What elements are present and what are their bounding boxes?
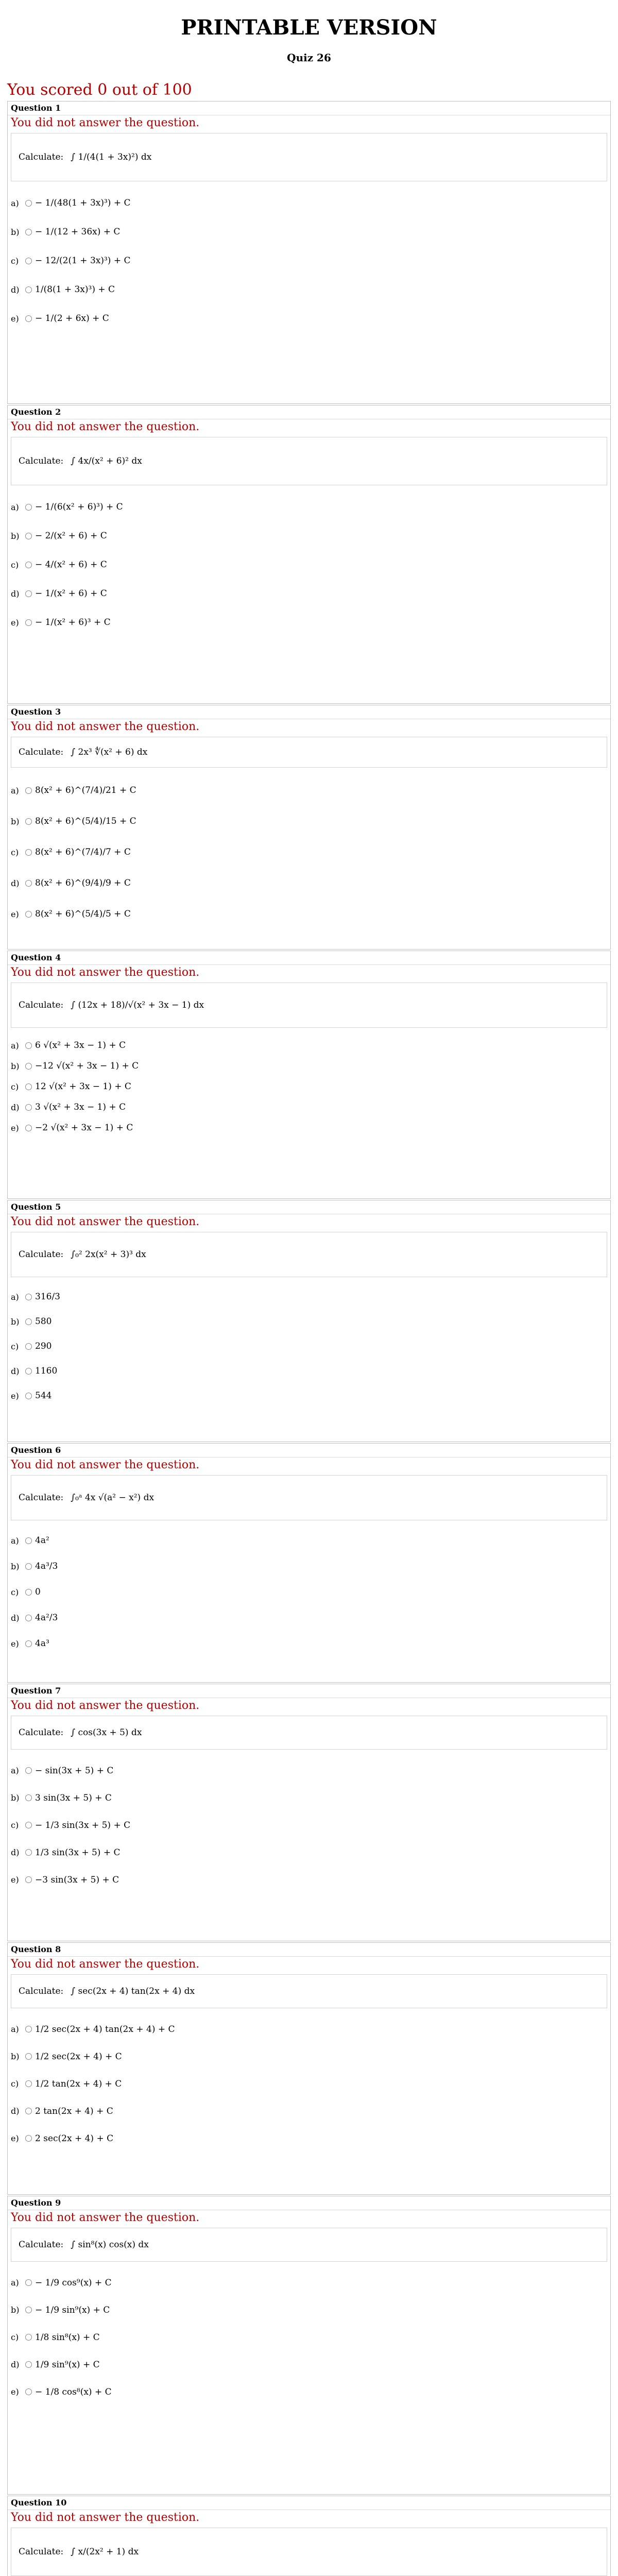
answer-options — [8, 181, 610, 333]
option-text: 4a³ — [35, 1638, 49, 1649]
question-prompt-box — [11, 1475, 607, 1520]
answer-option[interactable] — [11, 1076, 610, 1097]
question-card — [7, 1443, 611, 1683]
calculate-label: Calculate: — [19, 152, 64, 162]
question-prompt: ∫ cos(3x + 5) dx — [71, 1727, 142, 1738]
option-letter: c) — [11, 847, 19, 857]
radio-button[interactable] — [25, 1794, 32, 1801]
option-text: 1/8 sin⁸(x) + C — [35, 2332, 100, 2343]
answer-option[interactable] — [11, 1784, 610, 1811]
option-letter: d) — [11, 588, 20, 599]
option-letter: b) — [11, 227, 20, 237]
option-text: − 1/(2 + 6x) + C — [35, 313, 109, 324]
radio-button[interactable] — [25, 880, 32, 887]
option-letter: d) — [11, 1848, 20, 1857]
option-letter: c) — [11, 1081, 19, 1092]
radio-button[interactable] — [25, 2388, 32, 2395]
option-text: 4a²/3 — [35, 1613, 58, 1623]
radio-button[interactable] — [25, 2279, 32, 2286]
question-card — [7, 2196, 611, 2495]
question-status: You did not answer the question. — [11, 420, 200, 433]
radio-button[interactable] — [25, 1294, 32, 1300]
answer-option[interactable] — [11, 1866, 610, 1893]
option-letter: b) — [11, 1061, 20, 1071]
option-letter: c) — [11, 560, 19, 570]
calculate-label: Calculate: — [19, 456, 64, 466]
radio-button[interactable] — [25, 1876, 32, 1883]
radio-button[interactable] — [25, 229, 32, 235]
answer-option[interactable] — [11, 2296, 610, 2324]
option-letter: a) — [11, 1040, 19, 1050]
option-text: 1/(8(1 + 3x)³) + C — [35, 284, 115, 295]
answer-options — [8, 1028, 610, 1138]
answer-option[interactable] — [11, 275, 610, 304]
radio-button[interactable] — [25, 286, 32, 293]
radio-button[interactable] — [25, 1767, 32, 1774]
radio-button[interactable] — [25, 1063, 32, 1070]
radio-button[interactable] — [25, 258, 32, 264]
answer-option[interactable] — [11, 1309, 610, 1334]
option-text: − 1/8 cos⁸(x) + C — [35, 2386, 112, 2397]
quiz-name: Quiz 26 — [287, 52, 331, 64]
option-text: 12 √(x² + 3x − 1) + C — [35, 1081, 131, 1092]
option-letter: e) — [11, 617, 19, 628]
answer-option[interactable] — [11, 2378, 610, 2405]
option-text: 1/2 sec(2x + 4) + C — [35, 2051, 122, 2062]
radio-button[interactable] — [25, 2026, 32, 2032]
option-letter: c) — [11, 2332, 19, 2342]
answer-option[interactable] — [11, 1097, 610, 1117]
option-text: − 1/3 sin(3x + 5) + C — [35, 1820, 131, 1831]
option-text: − 1/(x² + 6)³ + C — [35, 617, 111, 628]
answer-option[interactable] — [11, 1811, 610, 1839]
answer-option[interactable] — [11, 1528, 610, 1553]
option-text: 580 — [35, 1316, 52, 1327]
question-card — [7, 1200, 611, 1442]
radio-button[interactable] — [25, 787, 32, 794]
option-text: 8(x² + 6)^(7/4)/21 + C — [35, 785, 136, 795]
answer-option[interactable] — [11, 1383, 610, 1408]
question-prompt: ∫ sec(2x + 4) tan(2x + 4) dx — [71, 1986, 195, 1996]
radio-button[interactable] — [25, 849, 32, 856]
option-text: −2 √(x² + 3x − 1) + C — [35, 1123, 133, 1133]
calculate-label: Calculate: — [19, 1727, 64, 1738]
question-label: Question 8 — [8, 1943, 610, 1957]
option-letter: d) — [11, 878, 20, 888]
option-letter: d) — [11, 1102, 20, 1112]
option-letter: c) — [11, 2079, 19, 2089]
question-prompt-box — [11, 737, 607, 768]
question-label: Question 3 — [8, 705, 610, 719]
answer-option[interactable] — [11, 806, 610, 837]
option-letter: c) — [11, 256, 19, 266]
answer-option[interactable] — [11, 1553, 610, 1579]
answer-option[interactable] — [11, 2351, 610, 2378]
question-prompt: ∫ sin⁸(x) cos(x) dx — [71, 2240, 149, 2250]
option-text: − 1/(6(x² + 6)³) + C — [35, 502, 123, 512]
answer-option[interactable] — [11, 2070, 610, 2097]
question-prompt-box — [11, 133, 607, 181]
question-status: You did not answer the question. — [11, 1459, 200, 1471]
radio-button[interactable] — [25, 1589, 32, 1596]
option-letter: a) — [11, 1535, 19, 1546]
option-letter: d) — [11, 1366, 20, 1376]
radio-button[interactable] — [25, 1615, 32, 1621]
question-label: Question 1 — [8, 101, 610, 115]
answer-option[interactable] — [11, 1284, 610, 1309]
option-text: − 1/(12 + 36x) + C — [35, 227, 121, 237]
option-letter: a) — [11, 2278, 19, 2287]
radio-button[interactable] — [25, 2053, 32, 2060]
question-status: You did not answer the question. — [11, 1958, 200, 1971]
question-prompt: ∫ 2x³ ∜(x² + 6) dx — [71, 747, 148, 757]
calculate-label: Calculate: — [19, 2547, 64, 2557]
calculate-label: Calculate: — [19, 1493, 64, 1503]
option-letter: b) — [11, 2305, 20, 2315]
option-text: 1/2 tan(2x + 4) + C — [35, 2078, 122, 2089]
answer-options — [8, 1750, 610, 1893]
answer-option[interactable] — [11, 2125, 610, 2152]
answer-options — [8, 768, 610, 929]
answer-options — [8, 485, 610, 637]
option-text: −12 √(x² + 3x − 1) + C — [35, 1061, 139, 1071]
answer-option[interactable] — [11, 899, 610, 929]
option-letter: e) — [11, 2133, 19, 2143]
option-text: 3 sin(3x + 5) + C — [35, 1792, 112, 1803]
answer-option[interactable] — [11, 1035, 610, 1056]
option-letter: e) — [11, 1875, 19, 1885]
option-letter: a) — [11, 198, 19, 208]
answer-option[interactable] — [11, 1334, 610, 1359]
question-card — [7, 101, 611, 404]
option-letter: b) — [11, 531, 20, 541]
option-text: 316/3 — [35, 1292, 60, 1302]
radio-button[interactable] — [25, 1822, 32, 1828]
answer-option[interactable] — [11, 2097, 610, 2125]
answer-option[interactable] — [11, 1579, 610, 1605]
question-card — [7, 1684, 611, 1941]
option-text: 1/3 sin(3x + 5) + C — [35, 1847, 121, 1858]
answer-option[interactable] — [11, 1056, 610, 1076]
answer-option[interactable] — [11, 217, 610, 246]
calculate-label: Calculate: — [19, 1986, 64, 1996]
option-text: 1/2 sec(2x + 4) tan(2x + 4) + C — [35, 2024, 175, 2035]
question-status: You did not answer the question. — [11, 2211, 200, 2224]
option-text: 1/9 sin⁹(x) + C — [35, 2359, 100, 2370]
radio-button[interactable] — [25, 1537, 32, 1544]
radio-button[interactable] — [25, 2108, 32, 2114]
question-prompt-box — [11, 2528, 607, 2576]
radio-button[interactable] — [25, 590, 32, 597]
question-label: Question 5 — [8, 1200, 610, 1214]
question-card — [7, 705, 611, 950]
question-prompt-box — [11, 437, 607, 485]
option-text: − 1/9 sin⁹(x) + C — [35, 2304, 110, 2315]
option-text: −3 sin(3x + 5) + C — [35, 1874, 119, 1885]
answer-option[interactable] — [11, 2015, 610, 2043]
score-text: You scored 0 out of 100 — [7, 81, 192, 99]
question-status: You did not answer the question. — [11, 1699, 200, 1712]
option-text: − 4/(x² + 6) + C — [35, 560, 107, 570]
option-letter: c) — [11, 1587, 19, 1597]
radio-button[interactable] — [25, 2361, 32, 2368]
question-prompt-box — [11, 982, 607, 1028]
question-prompt-box — [11, 1974, 607, 2008]
radio-button[interactable] — [25, 533, 32, 539]
radio-button[interactable] — [25, 504, 32, 511]
question-prompt: ∫ 4x/(x² + 6)² dx — [71, 456, 142, 466]
question-status: You did not answer the question. — [11, 720, 200, 733]
answer-options — [8, 1520, 610, 1656]
question-label: Question 2 — [8, 405, 610, 419]
option-letter: e) — [11, 1638, 19, 1649]
radio-button[interactable] — [25, 200, 32, 207]
option-letter: a) — [11, 1292, 19, 1302]
calculate-label: Calculate: — [19, 1249, 64, 1260]
option-text: 290 — [35, 1341, 52, 1351]
question-prompt: ∫₀ᵃ 4x √(a² − x²) dx — [71, 1493, 154, 1503]
option-text: − 1/9 cos⁹(x) + C — [35, 2277, 112, 2288]
answer-option[interactable] — [11, 2324, 610, 2351]
radio-button[interactable] — [25, 315, 32, 322]
radio-button[interactable] — [25, 1104, 32, 1111]
option-text: 1160 — [35, 1366, 58, 1376]
page-title: PRINTABLE VERSION — [181, 15, 437, 40]
answer-options — [8, 2262, 610, 2405]
question-card — [7, 405, 611, 704]
option-text: − sin(3x + 5) + C — [35, 1765, 114, 1776]
option-text: − 1/(x² + 6) + C — [35, 588, 107, 599]
option-letter: e) — [11, 1123, 19, 1133]
answer-option[interactable] — [11, 1605, 610, 1631]
option-text: 0 — [35, 1587, 41, 1597]
question-status: You did not answer the question. — [11, 1215, 200, 1228]
calculate-label: Calculate: — [19, 2240, 64, 2250]
radio-button[interactable] — [25, 1042, 32, 1049]
option-letter: d) — [11, 284, 20, 295]
question-prompt: ∫ (12x + 18)/√(x² + 3x − 1) dx — [71, 1000, 204, 1010]
option-letter: e) — [11, 313, 19, 324]
answer-option[interactable] — [11, 1757, 610, 1784]
radio-button[interactable] — [25, 1368, 32, 1375]
option-letter: b) — [11, 1793, 20, 1803]
radio-button[interactable] — [25, 1849, 32, 1856]
option-letter: b) — [11, 1561, 20, 1571]
option-text: 8(x² + 6)^(7/4)/7 + C — [35, 847, 131, 857]
option-text: − 2/(x² + 6) + C — [35, 531, 107, 541]
option-letter: a) — [11, 1766, 19, 1775]
radio-button[interactable] — [25, 1563, 32, 1570]
option-letter: e) — [11, 1391, 19, 1401]
question-label: Question 9 — [8, 2196, 610, 2210]
answer-option[interactable] — [11, 2269, 610, 2296]
calculate-label: Calculate: — [19, 747, 64, 757]
answer-option[interactable] — [11, 775, 610, 806]
radio-button[interactable] — [25, 1125, 32, 1131]
question-card — [7, 2496, 611, 2576]
radio-button[interactable] — [25, 2135, 32, 2142]
question-label: Question 4 — [8, 951, 610, 965]
option-letter: e) — [11, 909, 19, 919]
question-prompt: ∫ x/(2x² + 1) dx — [71, 2547, 139, 2557]
option-letter: b) — [11, 816, 20, 826]
answer-option[interactable] — [11, 868, 610, 899]
calculate-label: Calculate: — [19, 1000, 64, 1010]
answer-option[interactable] — [11, 189, 610, 217]
radio-button[interactable] — [25, 2334, 32, 2341]
option-letter: c) — [11, 1341, 19, 1351]
question-prompt-box — [11, 1232, 607, 1277]
answer-option[interactable] — [11, 837, 610, 868]
radio-button[interactable] — [25, 1083, 32, 1090]
option-text: 2 tan(2x + 4) + C — [35, 2106, 113, 2116]
answer-option[interactable] — [11, 550, 610, 579]
option-letter: a) — [11, 785, 19, 795]
option-text: 4a³/3 — [35, 1561, 58, 1571]
answer-options — [8, 2008, 610, 2152]
option-letter: a) — [11, 502, 19, 512]
option-letter: a) — [11, 2024, 19, 2034]
question-prompt-box — [11, 1716, 607, 1750]
question-label: Question 10 — [8, 2496, 610, 2510]
question-status: You did not answer the question. — [11, 966, 200, 979]
answer-option[interactable] — [11, 246, 610, 275]
question-label: Question 7 — [8, 1684, 610, 1698]
question-prompt-box — [11, 2228, 607, 2262]
option-text: 2 sec(2x + 4) + C — [35, 2133, 114, 2144]
answer-option[interactable] — [11, 1117, 610, 1138]
radio-button[interactable] — [25, 1318, 32, 1325]
option-letter: b) — [11, 1316, 20, 1327]
radio-button[interactable] — [25, 1393, 32, 1399]
option-letter: e) — [11, 2387, 19, 2397]
radio-button[interactable] — [25, 911, 32, 918]
option-text: 6 √(x² + 3x − 1) + C — [35, 1040, 126, 1050]
answer-options — [8, 1277, 610, 1408]
question-list — [0, 101, 618, 2576]
option-text: 4a² — [35, 1535, 49, 1546]
answer-option[interactable] — [11, 1839, 610, 1866]
answer-option[interactable] — [11, 2043, 610, 2070]
option-letter: b) — [11, 2052, 20, 2061]
radio-button[interactable] — [25, 562, 32, 568]
question-card — [7, 1942, 611, 2195]
option-text: 544 — [35, 1391, 52, 1401]
answer-option[interactable] — [11, 304, 610, 333]
option-text: − 1/(48(1 + 3x)³) + C — [35, 198, 131, 208]
radio-button[interactable] — [25, 2307, 32, 2313]
question-status: You did not answer the question. — [11, 2511, 200, 2524]
option-letter: d) — [11, 2106, 20, 2116]
option-text: 8(x² + 6)^(5/4)/5 + C — [35, 909, 131, 919]
answer-option[interactable] — [11, 608, 610, 637]
answer-option[interactable] — [11, 1631, 610, 1656]
radio-button[interactable] — [25, 1640, 32, 1647]
question-prompt: ∫₀² 2x(x² + 3)³ dx — [71, 1249, 146, 1260]
question-status: You did not answer the question. — [11, 116, 200, 129]
answer-option[interactable] — [11, 521, 610, 550]
question-card — [7, 951, 611, 1199]
radio-button[interactable] — [25, 2080, 32, 2087]
radio-button[interactable] — [25, 818, 32, 825]
option-text: 8(x² + 6)^(5/4)/15 + C — [35, 816, 136, 826]
option-text: 8(x² + 6)^(9/4)/9 + C — [35, 878, 131, 888]
option-text: 3 √(x² + 3x − 1) + C — [35, 1102, 126, 1112]
option-text: − 12/(2(1 + 3x)³) + C — [35, 256, 131, 266]
question-label: Question 6 — [8, 1444, 610, 1458]
option-letter: c) — [11, 1820, 19, 1830]
answer-option[interactable] — [11, 1359, 610, 1383]
answer-option[interactable] — [11, 493, 610, 521]
question-prompt: ∫ 1/(4(1 + 3x)²) dx — [71, 152, 152, 162]
answer-option[interactable] — [11, 579, 610, 608]
option-letter: d) — [11, 1613, 20, 1623]
option-letter: d) — [11, 2360, 20, 2369]
radio-button[interactable] — [25, 1343, 32, 1350]
radio-button[interactable] — [25, 619, 32, 626]
